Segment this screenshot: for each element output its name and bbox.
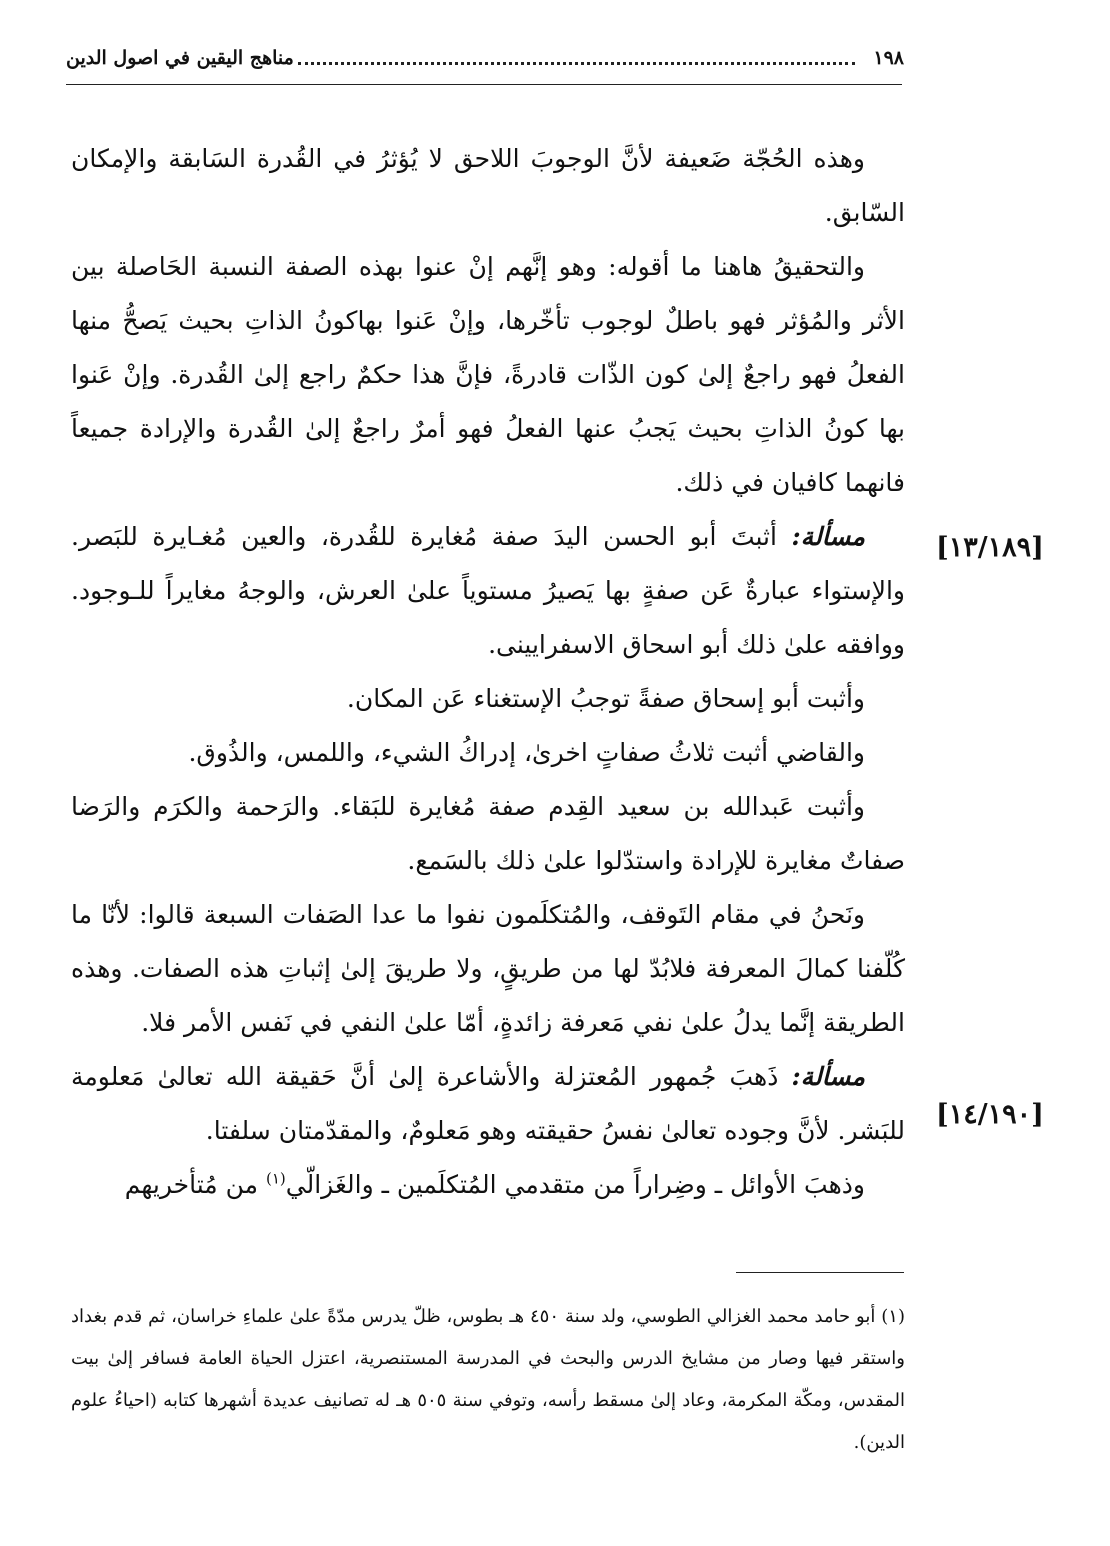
paragraph: ونَحنُ في مقام التَوقف، والمُتكلَمون نفوا ما عدا الصَفات السبعة قالوا: لأنّا ما كُلّفنا كمالَ المعرفة فلابُدّ لها من طريقٍ، ولا طريقَ إلىٰ إثباتِ هذه الصفات. وهذه الطريقة إنَّما يدلُ علىٰ نفي مَعرفة زائدةٍ، أمّا علىٰ النفي في نَفس الأمر فلا. <box>71 900 905 1037</box>
paragraph: وأثبت أبو إسحاق صفةً توجبُ الإستغناء عَن المكان. <box>346 684 865 713</box>
book-title: مناهج اليقين في اصول الدين <box>66 47 294 69</box>
page-number: ١٩٨ <box>873 47 904 69</box>
paragraph-text: من مُتأخريهم <box>124 1170 266 1199</box>
issue-label: مسألة: <box>791 1062 865 1091</box>
issue-label: مسألة: <box>791 522 865 551</box>
paragraph-text: وذهبَ الأوائل ـ وضِراراً من متقدمي المُتكلَمين ـ والغَزالّي <box>285 1170 865 1199</box>
issue-text: أثبتَ أبو الحسن اليدَ صفة مُغايرة للقُدرة، والعين مُغـايرة للبَصر. والإستواء عبارةٌ عَن صفةٍ بها يَصيرُ مستوياً علىٰ العرش، والوجهُ مغايراً للـوجود. ووافقه علىٰ ذلك أبو اسحاق الاسفرايينى. <box>71 522 905 659</box>
issue-paragraph <box>71 510 905 672</box>
footnote-marker: (١) <box>265 1169 286 1188</box>
header-leader-dots <box>298 52 856 65</box>
paragraph <box>71 1158 905 1212</box>
issue-reference-14-190: [١٤/١٩٠] <box>936 1099 1044 1130</box>
footnote-text: (١) أبو حامد محمد الغزالي الطوسي، ولد سنة ٤٥٠ هـ بطوس، ظلّ يدرس مدّةً علىٰ علماءِ خراسان، ثم قدم بغداد واستقر فيها وصار من مشايخ الدرس والبحث في المدرسة المستنصرية، اعتزل الحياة العامة فسافر إلىٰ بيت المقدس، ومكّة المكرمة، وعاد إلىٰ مسقط رأسه، وتوفي سنة ٥٠٥ هـ له تصانيف عديدة أشهرها كتابه (احياءُ علوم الدين). <box>71 1306 905 1453</box>
footnote-separator <box>736 1272 904 1273</box>
paragraph: وهذه الحُجّة ضَعيفة لأنَّ الوجوبَ اللاحق لا يُؤثرُ في القُدرة السَابقة والإمكان السّابق. <box>71 144 905 227</box>
paragraph: والقاضي أثبت ثلاثُ صفاتٍ اخرىٰ، إدراكُ الشيء، واللمس، والذُوق. <box>188 738 865 767</box>
header-rule <box>66 84 902 85</box>
issue-paragraph <box>71 1050 905 1158</box>
issue-reference-13-189: [١٣/١٨٩] <box>936 532 1044 563</box>
issue-text: ذَهبَ جُمهور المُعتزلة والأشاعرة إلىٰ أنَّ حَقيقة الله تعالىٰ مَعلومة للبَشر. لأنَّ وجوده تعالىٰ نفسُ حقيقته وهو مَعلومٌ، والمقدّمتان سلفتا. <box>71 1062 905 1145</box>
paragraph: وأثبت عَبدالله بن سعيد القِدم صفة مُغايرة للبَقاء. والرَحمة والكرَم والرَضا صفاتٌ مغايرة للإرادة واستدّلوا علىٰ ذلك بالسَمع. <box>71 792 905 875</box>
main-text <box>71 132 905 1212</box>
footnote <box>71 1296 905 1464</box>
running-header <box>66 38 904 78</box>
paragraph: والتحقيقُ هاهنا ما أقوله: وهو إنَّهم إنْ عنوا بهذه الصفة النسبة الحَاصلة بين الأثر والمُؤثر فهو باطلٌ لوجوب تأخّرها، وإنْ عَنوا بهاكونُ الذاتِ بحيث يَصحُّ منها الفعلُ فهو راجعٌ إلىٰ كون الذّات قادرةً، فإنَّ هذا حكمٌ راجع إلىٰ القُدرة. وإنْ عَنوا بها كونُ الذاتِ بحيث يَجبُ عنها الفعلُ فهو أمرٌ راجعٌ إلىٰ القُدرة والإرادة جميعاً فانهما كافيان في ذلك. <box>71 252 905 497</box>
